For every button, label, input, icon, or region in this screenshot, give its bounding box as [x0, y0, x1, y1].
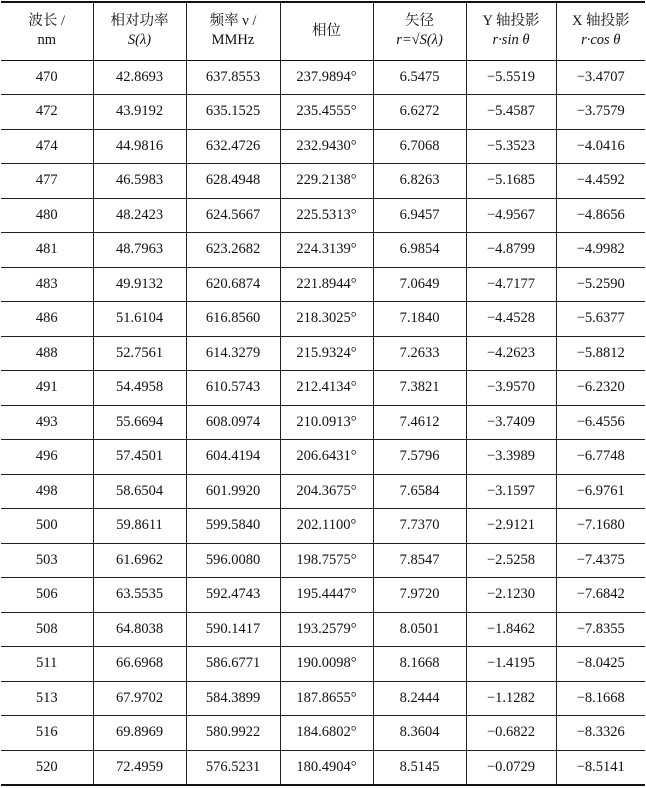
table-cell: 516 — [1, 716, 93, 751]
table-cell: −3.4707 — [556, 60, 645, 95]
table-cell: 195.4447° — [280, 578, 373, 613]
table-cell: 6.9457 — [373, 198, 466, 233]
table-cell: −6.9761 — [556, 474, 645, 509]
table-cell: −8.5141 — [556, 750, 645, 785]
table-cell: 477 — [1, 164, 93, 199]
table-cell: 486 — [1, 302, 93, 337]
table-cell: −0.0729 — [466, 750, 556, 785]
table-cell: 48.7963 — [93, 233, 186, 268]
table-cell: −8.0425 — [556, 647, 645, 682]
table-cell: 584.3899 — [186, 681, 280, 716]
table-cell: 6.5475 — [373, 60, 466, 95]
table-cell: 506 — [1, 578, 93, 613]
table-row — [1, 647, 645, 682]
table-cell: 7.5796 — [373, 440, 466, 475]
table-cell: 48.2423 — [93, 198, 186, 233]
table-cell: 59.8611 — [93, 509, 186, 544]
column-header-title: 相位 — [312, 22, 341, 39]
table-cell: 44.9816 — [93, 129, 186, 164]
table-cell: −6.2320 — [556, 371, 645, 406]
table-cell: 8.2444 — [373, 681, 466, 716]
table-cell: 608.0974 — [186, 405, 280, 440]
table-cell: 67.9702 — [93, 681, 186, 716]
table-cell: −6.7748 — [556, 440, 645, 475]
table-row — [1, 95, 645, 130]
table-cell: 580.9922 — [186, 716, 280, 751]
table-cell: 218.3025° — [280, 302, 373, 337]
table-cell: 7.9720 — [373, 578, 466, 613]
table-row — [1, 302, 645, 337]
column-header-title: 频率 ν / — [209, 13, 257, 30]
table-cell: −2.5258 — [466, 543, 556, 578]
table-cell: 232.9430° — [280, 129, 373, 164]
column-header-unit: r·sin θ — [492, 32, 530, 49]
table-cell: 635.1525 — [186, 95, 280, 130]
table-cell: 46.5983 — [93, 164, 186, 199]
table-cell: −3.7579 — [556, 95, 645, 130]
table-cell: 511 — [1, 647, 93, 682]
table-cell: −3.1597 — [466, 474, 556, 509]
table-cell: 7.4612 — [373, 405, 466, 440]
table-cell: 632.4726 — [186, 129, 280, 164]
table-row — [1, 716, 645, 751]
table-cell: −4.4592 — [556, 164, 645, 199]
column-header-2 — [93, 2, 186, 60]
table-cell: −2.1230 — [466, 578, 556, 613]
table-row — [1, 750, 645, 785]
table-cell: 610.5743 — [186, 371, 280, 406]
table-cell: −3.3989 — [466, 440, 556, 475]
table-cell: 225.5313° — [280, 198, 373, 233]
table-cell: 212.4134° — [280, 371, 373, 406]
table-cell: 6.9854 — [373, 233, 466, 268]
table-cell: −1.4195 — [466, 647, 556, 682]
table-cell: 190.0098° — [280, 647, 373, 682]
table-cell: 6.7068 — [373, 129, 466, 164]
column-header-unit: MMHz — [211, 32, 255, 49]
table-cell: 7.1840 — [373, 302, 466, 337]
table-cell: 590.1417 — [186, 612, 280, 647]
table-cell: 8.3604 — [373, 716, 466, 751]
table-row — [1, 164, 645, 199]
table-cell: −3.7409 — [466, 405, 556, 440]
table-cell: 470 — [1, 60, 93, 95]
table-cell: 620.6874 — [186, 267, 280, 302]
table-cell: −4.4528 — [466, 302, 556, 337]
table-cell: 221.8944° — [280, 267, 373, 302]
table-cell: 474 — [1, 129, 93, 164]
table-cell: 614.3279 — [186, 336, 280, 371]
table-cell: −7.6842 — [556, 578, 645, 613]
table-cell: 7.3821 — [373, 371, 466, 406]
table-cell: −4.0416 — [556, 129, 645, 164]
table-cell: 586.6771 — [186, 647, 280, 682]
table-cell: 6.8263 — [373, 164, 466, 199]
table-header — [1, 2, 645, 60]
table-cell: 592.4743 — [186, 578, 280, 613]
table-cell: 180.4904° — [280, 750, 373, 785]
table-cell: −0.6822 — [466, 716, 556, 751]
table-cell: 66.6968 — [93, 647, 186, 682]
table-cell: 496 — [1, 440, 93, 475]
table-cell: −4.8656 — [556, 198, 645, 233]
column-header-unit: r=√S(λ) — [396, 32, 443, 49]
table-row — [1, 681, 645, 716]
table-cell: 51.6104 — [93, 302, 186, 337]
table-cell: 7.8547 — [373, 543, 466, 578]
column-header-unit: nm — [37, 32, 57, 49]
column-header-unit: S(λ) — [127, 32, 152, 49]
table-cell: −1.8462 — [466, 612, 556, 647]
table-cell: 628.4948 — [186, 164, 280, 199]
table-cell: 481 — [1, 233, 93, 268]
table-cell: −8.3326 — [556, 716, 645, 751]
table-cell: 63.5535 — [93, 578, 186, 613]
header-row — [1, 2, 645, 60]
table-cell: 43.9192 — [93, 95, 186, 130]
table-cell: 596.0080 — [186, 543, 280, 578]
table-row — [1, 612, 645, 647]
table-row — [1, 371, 645, 406]
table-cell: 599.5840 — [186, 509, 280, 544]
table-cell: 480 — [1, 198, 93, 233]
table-cell: −4.7177 — [466, 267, 556, 302]
table-cell: 206.6431° — [280, 440, 373, 475]
table-cell: −7.4375 — [556, 543, 645, 578]
table-cell: 498 — [1, 474, 93, 509]
table-cell: 601.9920 — [186, 474, 280, 509]
table-cell: 8.0501 — [373, 612, 466, 647]
table-cell: 235.4555° — [280, 95, 373, 130]
table-row — [1, 233, 645, 268]
table-cell: −6.4556 — [556, 405, 645, 440]
table-cell: 483 — [1, 267, 93, 302]
table-cell: 513 — [1, 681, 93, 716]
table-cell: 472 — [1, 95, 93, 130]
table-cell: 8.1668 — [373, 647, 466, 682]
table-cell: 69.8969 — [93, 716, 186, 751]
table-cell: 637.8553 — [186, 60, 280, 95]
table-cell: −5.3523 — [466, 129, 556, 164]
data-table — [1, 1, 645, 786]
table-cell: 616.8560 — [186, 302, 280, 337]
table-cell: 184.6802° — [280, 716, 373, 751]
column-header-title: 矢径 — [405, 13, 434, 30]
table-cell: 42.8693 — [93, 60, 186, 95]
table-cell: 7.2633 — [373, 336, 466, 371]
table-cell: 224.3139° — [280, 233, 373, 268]
table-cell: −5.6377 — [556, 302, 645, 337]
column-header-1 — [1, 2, 93, 60]
table-cell: −4.2623 — [466, 336, 556, 371]
column-header-unit: r·cos θ — [581, 32, 621, 49]
table-cell: −5.5519 — [466, 60, 556, 95]
table-cell: −5.2590 — [556, 267, 645, 302]
table-cell: −4.8799 — [466, 233, 556, 268]
column-header-title: 相对功率 — [110, 13, 169, 30]
column-header-title: 波长 / — [28, 13, 66, 30]
table-cell: 202.1100° — [280, 509, 373, 544]
table-cell: 58.6504 — [93, 474, 186, 509]
table-cell: −4.9982 — [556, 233, 645, 268]
table-cell: 237.9894° — [280, 60, 373, 95]
table-body — [1, 60, 645, 785]
table-cell: 72.4959 — [93, 750, 186, 785]
table-row — [1, 60, 645, 95]
table-cell: −3.9570 — [466, 371, 556, 406]
table-cell: 503 — [1, 543, 93, 578]
column-header-4 — [280, 2, 373, 60]
table-cell: 49.9132 — [93, 267, 186, 302]
table-cell: 7.6584 — [373, 474, 466, 509]
column-header-title: X 轴投影 — [571, 13, 630, 30]
table-cell: 55.6694 — [93, 405, 186, 440]
table-row — [1, 543, 645, 578]
column-header-7 — [556, 2, 645, 60]
table-cell: 623.2682 — [186, 233, 280, 268]
table-row — [1, 198, 645, 233]
table-cell: 491 — [1, 371, 93, 406]
table-cell: −4.9567 — [466, 198, 556, 233]
table-row — [1, 129, 645, 164]
column-header-3 — [186, 2, 280, 60]
table-cell: 7.0649 — [373, 267, 466, 302]
table-cell: 57.4501 — [93, 440, 186, 475]
table-row — [1, 474, 645, 509]
table-cell: 61.6962 — [93, 543, 186, 578]
column-header-title: Y 轴投影 — [482, 13, 540, 30]
table-row — [1, 267, 645, 302]
table-cell: 604.4194 — [186, 440, 280, 475]
table-cell: −1.1282 — [466, 681, 556, 716]
table-cell: 508 — [1, 612, 93, 647]
table-cell: −5.8812 — [556, 336, 645, 371]
table-cell: 493 — [1, 405, 93, 440]
table-cell: 204.3675° — [280, 474, 373, 509]
table-cell: 229.2138° — [280, 164, 373, 199]
table-cell: 64.8038 — [93, 612, 186, 647]
table-cell: 488 — [1, 336, 93, 371]
table-row — [1, 405, 645, 440]
table-cell: 187.8655° — [280, 681, 373, 716]
table-cell: 215.9324° — [280, 336, 373, 371]
table-cell: −5.4587 — [466, 95, 556, 130]
table-cell: 7.7370 — [373, 509, 466, 544]
table-row — [1, 509, 645, 544]
table-cell: −5.1685 — [466, 164, 556, 199]
table-cell: −7.1680 — [556, 509, 645, 544]
table-cell: 576.5231 — [186, 750, 280, 785]
column-header-6 — [466, 2, 556, 60]
table-cell: 624.5667 — [186, 198, 280, 233]
table-cell: 500 — [1, 509, 93, 544]
table-cell: 52.7561 — [93, 336, 186, 371]
table-cell: 520 — [1, 750, 93, 785]
table-cell: 54.4958 — [93, 371, 186, 406]
column-header-5 — [373, 2, 466, 60]
table-cell: −2.9121 — [466, 509, 556, 544]
table-cell: −8.1668 — [556, 681, 645, 716]
table-cell: 8.5145 — [373, 750, 466, 785]
table-cell: 6.6272 — [373, 95, 466, 130]
table-cell: −7.8355 — [556, 612, 645, 647]
table-row — [1, 578, 645, 613]
table-row — [1, 440, 645, 475]
table-row — [1, 336, 645, 371]
table-cell: 210.0913° — [280, 405, 373, 440]
table-cell: 193.2579° — [280, 612, 373, 647]
table-cell: 198.7575° — [280, 543, 373, 578]
